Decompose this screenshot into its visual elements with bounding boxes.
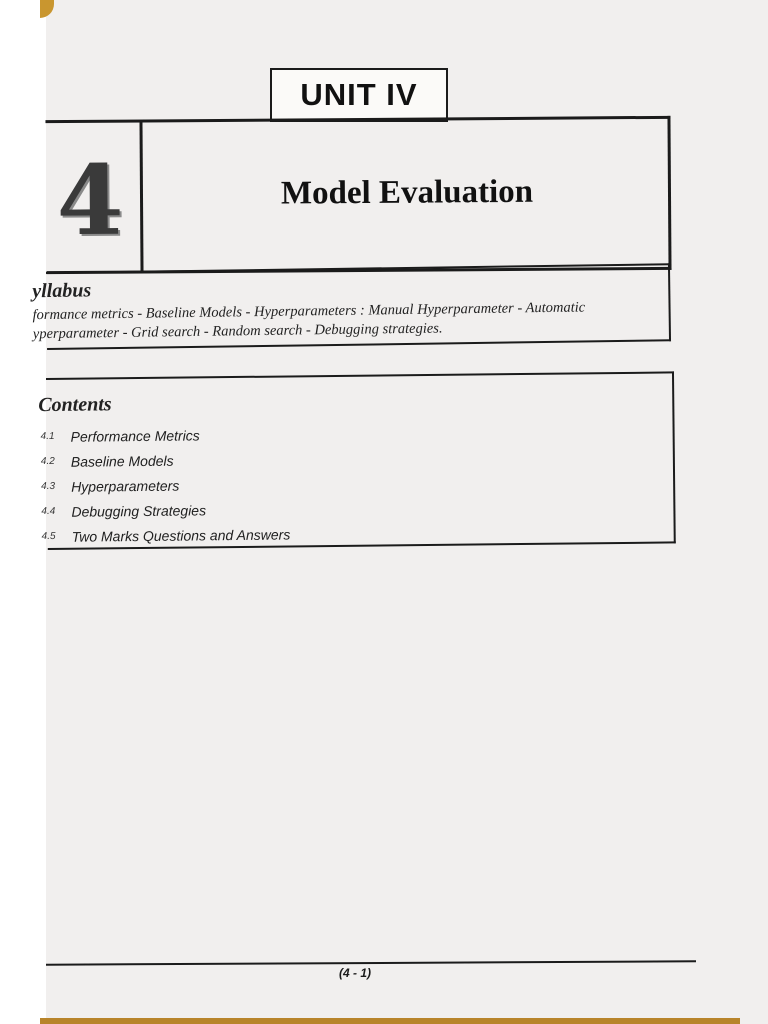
- chapter-title: Model Evaluation: [280, 173, 534, 212]
- contents-item-number: 4.3: [41, 480, 56, 493]
- page-margin: [0, 0, 46, 1024]
- contents-item: [41, 471, 290, 499]
- syllabus-text: formance metrics - Baseline Models - Hyperparameters : Manual Hyperparameter - Automatic yperparameter - Grid search - Random search - Debugging strategies.: [32, 299, 586, 343]
- contents-item-number: 4.4: [41, 505, 56, 518]
- contents-box: [38, 371, 676, 550]
- chapter-number: 4: [56, 143, 124, 258]
- contents-item: [40, 421, 289, 449]
- binding-corner: [40, 0, 54, 18]
- contents-item-label: Two Marks Questions and Answers: [71, 525, 291, 545]
- contents-item: [41, 496, 290, 524]
- page-bottom-edge: [40, 1018, 740, 1024]
- footer-rule: [46, 960, 696, 965]
- contents-item-number: 4.1: [40, 430, 55, 443]
- syllabus-heading: yllabus: [32, 279, 92, 303]
- contents-item: [41, 446, 290, 474]
- syllabus-box: [32, 263, 671, 350]
- contents-list: [40, 421, 290, 549]
- contents-item-label: Performance Metrics: [70, 426, 200, 445]
- contents-item-number: 4.2: [40, 455, 55, 468]
- unit-label: UNIT IV: [300, 77, 418, 112]
- contents-item-label: Hyperparameters: [71, 477, 180, 495]
- contents-heading: Contents: [38, 393, 112, 417]
- contents-item-label: Baseline Models: [70, 452, 174, 470]
- chapter-header: [45, 116, 671, 274]
- chapter-divider: [139, 123, 143, 271]
- page-number: (4 - 1): [338, 966, 371, 980]
- unit-label-box: [270, 68, 448, 122]
- contents-item: [42, 521, 291, 549]
- contents-item-label: Debugging Strategies: [71, 501, 207, 520]
- contents-item-number: 4.5: [41, 530, 56, 543]
